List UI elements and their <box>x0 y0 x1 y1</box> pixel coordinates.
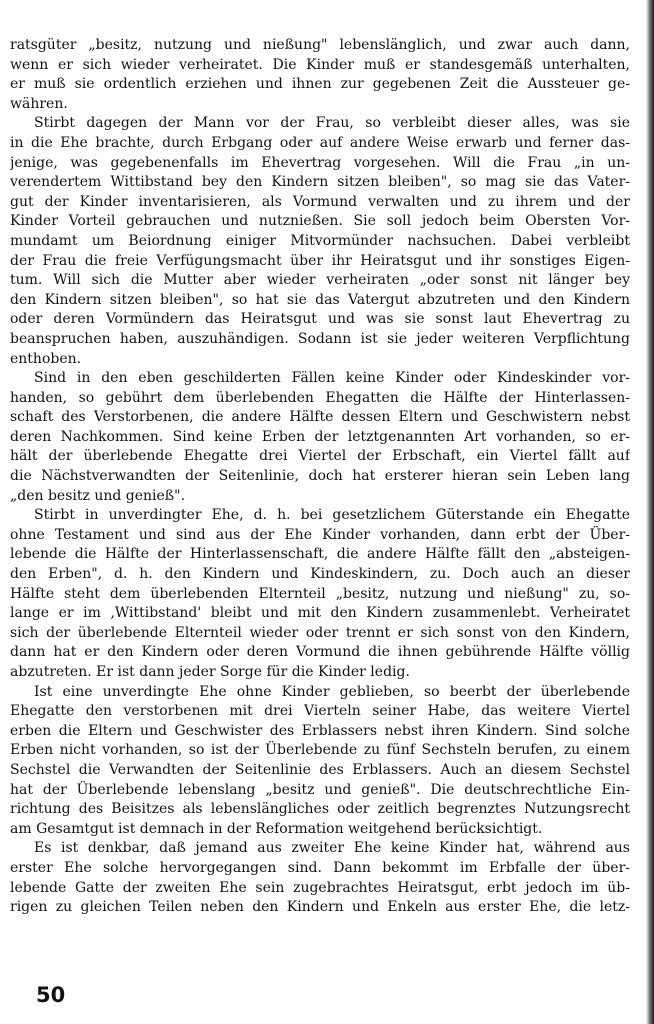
text-line: lebende Gatte der zweiten Ehe sein zugebrachtes Heiratsgut, erbt jedoch im üb- <box>10 879 630 896</box>
text-line: beanspruchen haben, auszuhändigen. Sodann ist sie jeder weiteren Verpflichtung <box>10 330 630 347</box>
text-line: jenige, was gegebenenfalls im Ehevertrag vorgesehen. Will die Frau „in un- <box>10 154 630 171</box>
text-line: richtung des Beisitzes als lebenslängliches oder zeitlich begrenztes Nutzungsrecht <box>10 801 630 818</box>
paragraph-start-line: Stirbt dagegen der Mann vor der Frau, so verbleibt dieser alles, was sie <box>34 115 630 132</box>
paragraph-start-line: Ist eine unverdingte Ehe ohne Kinder geblieben, so beerbt der überlebende <box>34 683 630 700</box>
text-line: handen, so gebührt dem überlebenden Ehegatten die Hälfte der Hinterlassen- <box>10 389 630 406</box>
text-line: hat der Überlebende lebenslang „besitz und genieß". Die deutschrechtliche Ein- <box>10 781 630 798</box>
text-line: mundamt um Beiordnung einiger Mitvormünder nachsuchen. Dabei verbleibt <box>10 232 630 249</box>
text-line: schaft des Verstorbenen, die andere Hälfte dessen Eltern und Geschwistern nebst <box>10 409 630 426</box>
text-line: am Gesamtgut ist demnach in der Reformation weitgehend berücksichtigt. <box>10 820 543 837</box>
text-line: enthoben. <box>10 350 82 367</box>
text-line: währen. <box>10 95 68 112</box>
paragraph-start-line: Es ist denkbar, daß jemand aus zweiter Ehe keine Kinder hat, während aus <box>34 840 630 857</box>
text-line: lebende die Hälfte der Hinterlassenschaft, die andere Hälfte fällt den „absteigen- <box>10 546 630 563</box>
text-line: Erben nicht vorhanden, so ist der Überlebende zu fünf Sechsteln berufen, zu einem <box>10 742 630 759</box>
text-line: sich der überlebende Elternteil wieder oder trennt er sich sonst von den Kindern, <box>10 624 630 641</box>
text-line: Hälfte steht dem überlebenden Elternteil „besitz, nutzung und nießung" zu, so- <box>10 585 630 602</box>
text-line: den Erben", d. h. den Kindern und Kindeskindern, zu. Doch auch an dieser <box>10 566 630 583</box>
text-line: Sechstel die Verwandten der Seitenlinie des Erblassers. Auch an diesem Sechstel <box>10 761 630 778</box>
text-line: rigen zu gleichen Teilen neben den Kindern und Enkeln aus erster Ehe, die letz- <box>10 899 630 916</box>
text-line: ohne Testament und sind aus der Ehe Kinder vorhanden, dann erbt der Über- <box>10 526 630 543</box>
text-line: in die Ehe brachte, durch Erbgang oder auf andere Weise erwarb und ferner das- <box>10 134 630 151</box>
paragraph-start-line: Sind in den eben geschilderten Fällen keine Kinder oder Kindeskinder vor- <box>34 370 630 387</box>
text-line: erster Ehe solche hervorgegangen sind. Dann bekommt im Erbfalle der über- <box>10 859 630 876</box>
page-edge-shadow <box>646 0 654 1024</box>
text-line: erben die Eltern und Geschwister des Erblassers nebst ihren Kindern. Sind solche <box>10 722 630 739</box>
text-line: ratsgüter „besitz, nutzung und nießung" lebenslänglich, und zwar auch dann, <box>10 37 630 53</box>
text-line: der Frau die freie Verfügungsmacht über ihr Heiratsgut und ihr sonstiges Eigen- <box>10 252 630 269</box>
text-line: verendertem Wittibstand bey den Kindern sitzen bleiben", so mag sie das Vater- <box>10 174 630 191</box>
paragraph-start-line: Stirbt in unverdingter Ehe, d. h. bei gesetzlichem Güterstande ein Ehegatte <box>34 507 630 524</box>
body-text <box>10 36 630 918</box>
text-line: hält der überlebende Ehegatte drei Viertel der Erbschaft, ein Viertel fällt auf <box>10 448 630 465</box>
text-line: Ehegatte den verstorbenen mit drei Vierteln seiner Habe, das weitere Viertel <box>10 703 630 720</box>
text-line: abzutreten. Er ist dann jeder Sorge für die Kinder ledig. <box>10 664 410 680</box>
text-line: er muß sie ordentlich erziehen und ihnen zur gegebenen Zeit die Aussteuer ge- <box>10 76 630 93</box>
text-line: „den besitz und genieß". <box>10 487 186 504</box>
page-number: 50 <box>36 983 66 1007</box>
text-line: deren Nachkommen. Sind keine Erben der letztgenannten Art vorhanden, so er- <box>10 428 630 445</box>
text-line: Kinder Vorteil gebrauchen und nutznießen. Sie soll jedoch beim Obersten Vor- <box>10 213 630 230</box>
text-line: dann hat er den Kindern oder deren Vormund die ihnen gebührende Hälfte völlig <box>10 644 630 661</box>
text-line: tum. Will sich die Mutter aber wieder verheiraten „oder sonst nit länger bey <box>10 272 630 289</box>
text-line: lange er im ‚Wittibstand' bleibt und mit den Kindern zusammenlebt. Verheiratet <box>10 605 630 622</box>
text-line: gut der Kinder inventarisieren, als Vormund verwalten und zu ihrem und der <box>10 193 630 210</box>
text-line: den Kindern sitzen bleiben", so hat sie das Vatergut abzutreten und den Kindern <box>10 291 630 308</box>
text-line: wenn er sich wieder verheiratet. Die Kinder muß er standesgemäß unterhalten, <box>10 56 630 73</box>
text-line: die Nächstverwandten der Seitenlinie, doch hat ersterer hieran sein Leben lang <box>10 468 630 485</box>
text-line: oder deren Vormündern das Heiratsgut und was sie sonst laut Ehevertrag zu <box>10 311 630 328</box>
